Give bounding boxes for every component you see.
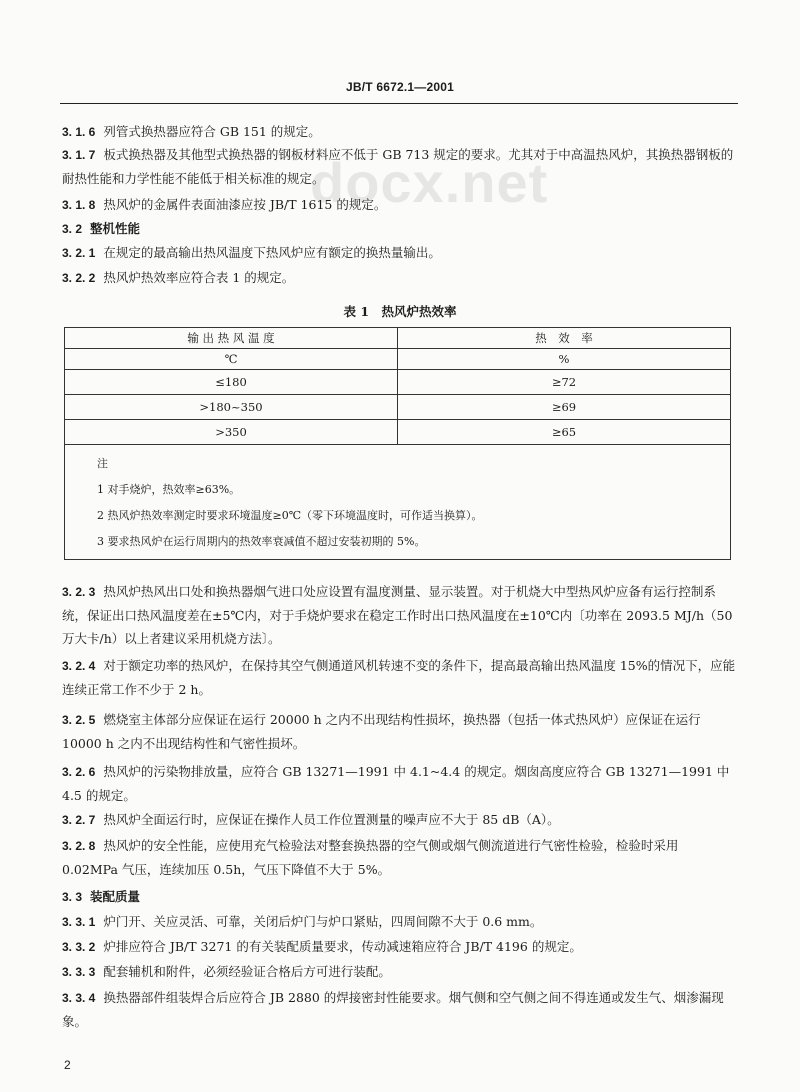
clause-text: 对于额定功率的热风炉，在保持其空气侧通道风机转速不变的条件下，提高最高输出热风温度 15%的情况下，应能连续正常工作不少于 2 h。 — [62, 658, 736, 697]
clause-text: 板式换热器及其他型式换热器的钢板材料应不低于 GB 713 规定的要求。尤其对于中高温热风炉，其换热器钢板的耐热性能和力学性能不能低于相关标准的规定。 — [62, 147, 734, 186]
clause-3-3-2 — [62, 935, 738, 959]
clause-number: 3. 2. 3 — [62, 585, 96, 599]
section-3-2-heading — [62, 217, 738, 241]
section-number: 3. 2 — [62, 222, 83, 236]
col-unit-temperature: ℃ — [65, 349, 398, 370]
clause-3-2-5 — [62, 708, 738, 755]
col-header-efficiency: 热 效 率 — [398, 328, 731, 349]
clause-number: 3. 3. 2 — [62, 940, 96, 954]
clause-text: 列管式换热器应符合 GB 151 的规定。 — [103, 124, 321, 139]
clause-3-2-2 — [62, 266, 738, 290]
clause-3-2-4 — [62, 654, 738, 701]
col-unit-efficiency: % — [398, 349, 731, 370]
clause-text: 热风炉热效率应符合表 1 的规定。 — [103, 270, 295, 285]
document-code-header: JB/T 6672.1—2001 — [346, 80, 454, 94]
section-title: 整机性能 — [90, 221, 141, 236]
efficiency-table — [64, 327, 731, 560]
clause-text: 在规定的最高输出热风温度下热风炉应有额定的换热量输出。 — [103, 245, 441, 260]
clause-text: 热风炉的污染物排放量，应符合 GB 13271—1991 中 4.1~4.4 的规定。烟囱高度应符合 GB 13271—1991 中 4.5 的规定。 — [62, 764, 730, 803]
clause-text: 热风炉全面运行时，应保证在操作人员工作位置测量的噪声应不大于 85 dB（A）。 — [103, 812, 560, 827]
watermark: docx.net — [310, 151, 549, 214]
notes-label: 注 — [97, 457, 108, 470]
clause-number: 3. 2. 1 — [62, 246, 96, 260]
clause-3-3-3 — [62, 960, 738, 984]
header-divider — [60, 103, 738, 104]
section-number: 3. 3 — [62, 890, 83, 904]
clause-text: 热风炉热风出口处和换热器烟气进口处应设置有温度测量、显示装置。对于机烧大中型热风炉应备有运行控制系统，保证出口热风温度差在±5℃内，对于手烧炉要求在稳定工作时出口热风温度在±10℃内〔功率在 2093.5 MJ/h（50 万大卡/h）以上者建议采用机烧方法〕。 — [62, 584, 733, 646]
clause-number: 3. 2. 5 — [62, 713, 96, 727]
clause-number: 3. 3. 3 — [62, 965, 96, 979]
clause-3-2-8 — [62, 834, 738, 881]
clause-text: 热风炉的金属件表面油漆应按 JB/T 1615 的规定。 — [103, 197, 387, 212]
table-header-row — [65, 328, 731, 349]
clause-number: 3. 3. 4 — [62, 991, 96, 1005]
clause-number: 3. 2. 6 — [62, 765, 96, 779]
clause-number: 3. 2. 8 — [62, 839, 96, 853]
clause-text: 炉排应符合 JB/T 3271 的有关装配质量要求，传动减速箱应符合 JB/T 4196 的规定。 — [103, 939, 582, 954]
cell-efficiency: ≥72 — [398, 370, 731, 395]
clause-number: 3. 2. 7 — [62, 813, 96, 827]
cell-efficiency: ≥65 — [398, 420, 731, 445]
note-item: 3 要求热风炉在运行周期内的热效率衰减值不超过安装初期的 5%。 — [97, 535, 426, 548]
clause-number: 3. 1. 6 — [62, 125, 96, 139]
clause-3-3-4 — [62, 986, 738, 1033]
table-caption: 表 1 热风炉热效率 — [343, 304, 457, 319]
section-3-3-heading — [62, 885, 738, 909]
table-notes — [65, 445, 731, 560]
clause-3-2-3 — [62, 580, 738, 650]
clause-3-2-1 — [62, 241, 738, 265]
clause-3-1-8 — [62, 193, 738, 217]
clause-3-1-7 — [62, 143, 738, 190]
clause-text: 热风炉的安全性能，应使用充气检验法对整套换热器的空气侧或烟气侧流道进行气密性检验，检验时采用 0.02MPa 气压，连续加压 0.5h，气压下降值不大于 5%。 — [62, 838, 679, 877]
clause-3-1-6 — [62, 120, 738, 144]
clause-3-2-6 — [62, 760, 738, 807]
cell-temperature: >180~350 — [65, 395, 398, 420]
table-notes-row — [65, 445, 731, 560]
table-row — [65, 395, 731, 420]
clause-text: 配套辅机和附件，必须经验证合格后方可进行装配。 — [103, 964, 391, 979]
clause-3-2-7 — [62, 808, 738, 832]
clause-3-3-1 — [62, 910, 738, 934]
clause-number: 3. 2. 2 — [62, 271, 96, 285]
table-row — [65, 370, 731, 395]
page-number: 2 — [64, 1058, 71, 1072]
table-unit-row — [65, 349, 731, 370]
cell-temperature: >350 — [65, 420, 398, 445]
cell-temperature: ≤180 — [65, 370, 398, 395]
clause-text: 炉门开、关应灵活、可靠，关闭后炉门与炉口紧贴，四周间隙不大于 0.6 mm。 — [103, 914, 543, 929]
clause-number: 3. 2. 4 — [62, 659, 96, 673]
clause-number: 3. 1. 8 — [62, 198, 96, 212]
note-item: 2 热风炉热效率测定时要求环境温度≥0℃（零下环境温度时，可作适当换算）。 — [97, 509, 483, 522]
note-item: 1 对手烧炉，热效率≥63%。 — [97, 483, 241, 496]
clause-number: 3. 3. 1 — [62, 915, 96, 929]
clause-text: 燃烧室主体部分应保证在运行 20000 h 之内不出现结构性损坏，换热器（包括一体式热风炉）应保证在运行 10000 h 之内不出现结构性和气密性损坏。 — [62, 712, 701, 751]
col-header-temperature: 输 出 热 风 温 度 — [65, 328, 398, 349]
cell-efficiency: ≥69 — [398, 395, 731, 420]
clause-text: 换热器部件组装焊合后应符合 JB 2880 的焊接密封性能要求。烟气侧和空气侧之间不得连通或发生气、烟渗漏现象。 — [62, 990, 724, 1029]
section-title: 装配质量 — [90, 889, 141, 904]
clause-number: 3. 1. 7 — [62, 148, 96, 162]
table-row — [65, 420, 731, 445]
